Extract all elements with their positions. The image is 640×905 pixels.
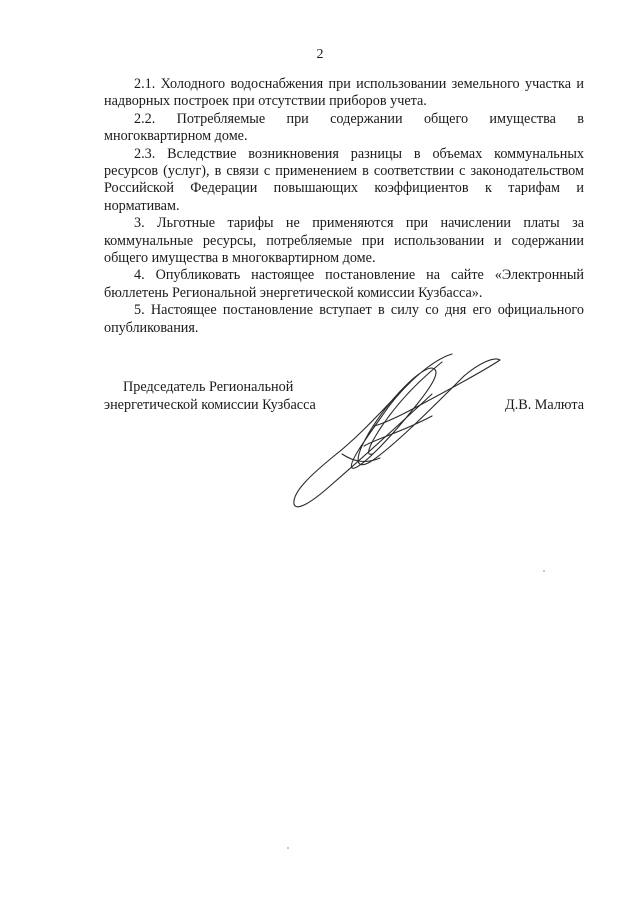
paragraph-4: 4. Опубликовать настоящее постановление на сайте «Электронный бюллетень Региональной энергетической комиссии Кузбасса». — [104, 267, 584, 301]
paragraph-2-2: 2.2. Потребляемые при содержании общего имущества в многоквартирном доме. — [104, 110, 584, 145]
page-number: 2 — [316, 47, 324, 62]
signatory-title-line-2: энергетической комиссии Кузбасса — [104, 397, 316, 413]
signatory-title-line-1: Председатель Региональной — [123, 379, 294, 395]
signatory-name: Д.В. Малюта — [505, 397, 584, 413]
paragraph-3: 3. Льготные тарифы не применяются при начислении платы за коммунальные ресурсы, потребляемые при использовании и содержании общего имущества в многоквартирном доме. — [104, 215, 584, 267]
paragraph-2-3: 2.3. Вследствие возникновения разницы в объемах коммунальных ресурсов (услуг), в связи с применением в соответствии с законодательством Российской Федерации повышающих коэффициентов к тарифам и нормативам. — [104, 145, 584, 214]
paragraph-2-1: 2.1. Холодного водоснабжения при использовании земельного участка и надворных построек при отсутствии приборов учета. — [104, 76, 584, 110]
handwritten-signature — [282, 346, 507, 516]
scan-speck — [287, 847, 289, 849]
document-body — [104, 76, 584, 337]
scan-speck — [543, 570, 545, 572]
paragraph-5: 5. Настоящее постановление вступает в силу со дня его официального опубликования. — [104, 302, 584, 336]
